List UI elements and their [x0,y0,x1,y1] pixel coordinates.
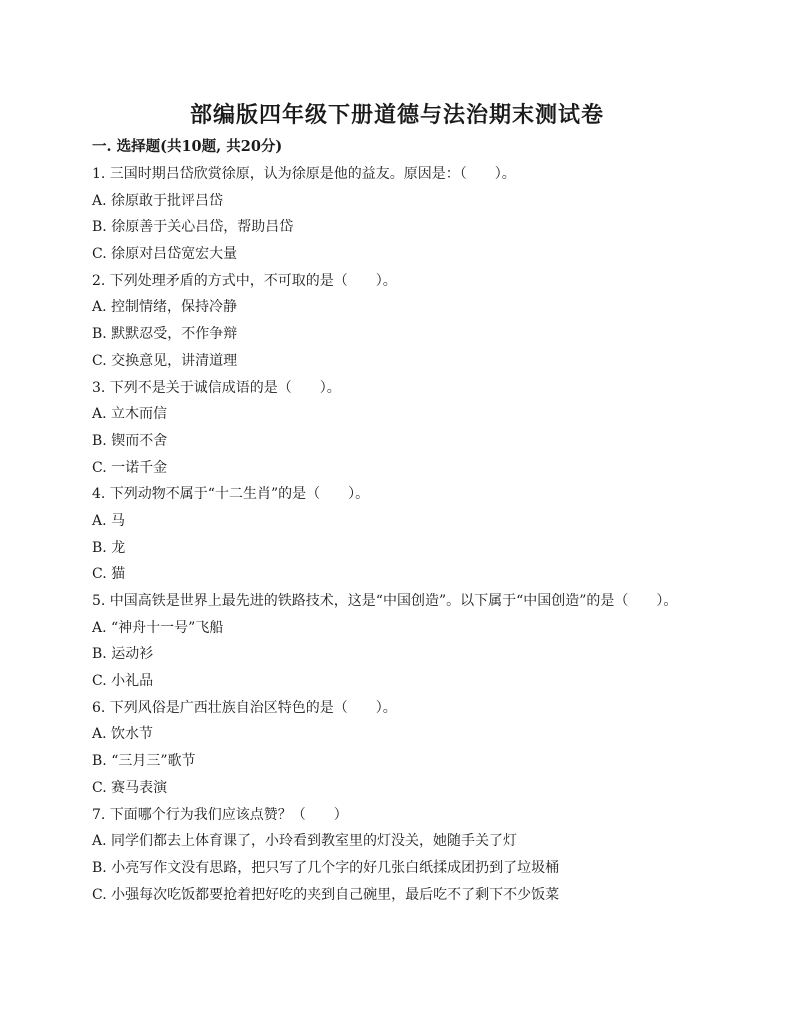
question [92,588,732,695]
option: B. 锲而不舍 [92,432,168,449]
question [92,695,732,802]
question-list [92,161,732,908]
option: C. 徐原对吕岱宽宏大量 [92,246,238,263]
question-stem: 3. 下列不是关于诚信成语的是（ ）。 [92,379,341,396]
option: C. 猫 [92,566,126,583]
question [92,268,732,375]
option: B. 默默忍受，不作争辩 [92,326,238,343]
option: C. 赛马表演 [92,779,168,796]
section-heading: 一. 选择题(共10题, 共20分) [92,138,283,155]
option: B. 龙 [92,539,126,556]
question-stem: 1. 三国时期吕岱欣赏徐原，认为徐原是他的益友。原因是：（ ）。 [92,166,516,182]
option: C. 小礼品 [92,673,154,690]
option: C. 一诺千金 [92,459,168,476]
option: C. 交换意见，讲清道理 [92,352,238,369]
question-stem: 4. 下列动物不属于“十二生肖”的是（ ）。 [92,486,370,503]
option: A. 控制情绪，保持冷静 [92,299,238,316]
option: C. 小强每次吃饭都要抢着把好吃的夹到自己碗里，最后吃不了剩下不少饭菜 [92,886,560,903]
option: B. 运动衫 [92,646,154,663]
option: A. 立木而信 [92,406,168,423]
option: A. 徐原敢于批评吕岱 [92,192,224,209]
option: A. 同学们都去上体育课了，小玲看到教室里的灯没关，她随手关了灯 [92,833,518,850]
page-title: 部编版四年级下册道德与法治期末测试卷 [189,102,604,128]
question-stem: 2. 下列处理矛盾的方式中，不可取的是（ ）。 [92,272,397,289]
option: A. 饮水节 [92,726,154,743]
question-stem: 7. 下面哪个行为我们应该点赞？（ ） [92,806,348,823]
question [92,375,732,482]
question-stem: 5. 中国高铁是世界上最先进的铁路技术，这是“中国创造”。以下属于“中国创造”的是（ ）。 [92,593,678,609]
question-stem: 6. 下列风俗是广西壮族自治区特色的是（ ）。 [92,699,397,716]
question [92,802,732,909]
option: B. 小亮写作文没有思路，把只写了几个字的好几张白纸揉成团扔到了垃圾桶 [92,859,560,876]
option: B. “三月三”歌节 [92,753,196,770]
option: B. 徐原善于关心吕岱，帮助吕岱 [92,219,294,236]
option: A. 马 [92,512,126,529]
option: A. “神舟十一号”飞船 [92,619,224,636]
question [92,161,732,268]
question [92,481,732,588]
